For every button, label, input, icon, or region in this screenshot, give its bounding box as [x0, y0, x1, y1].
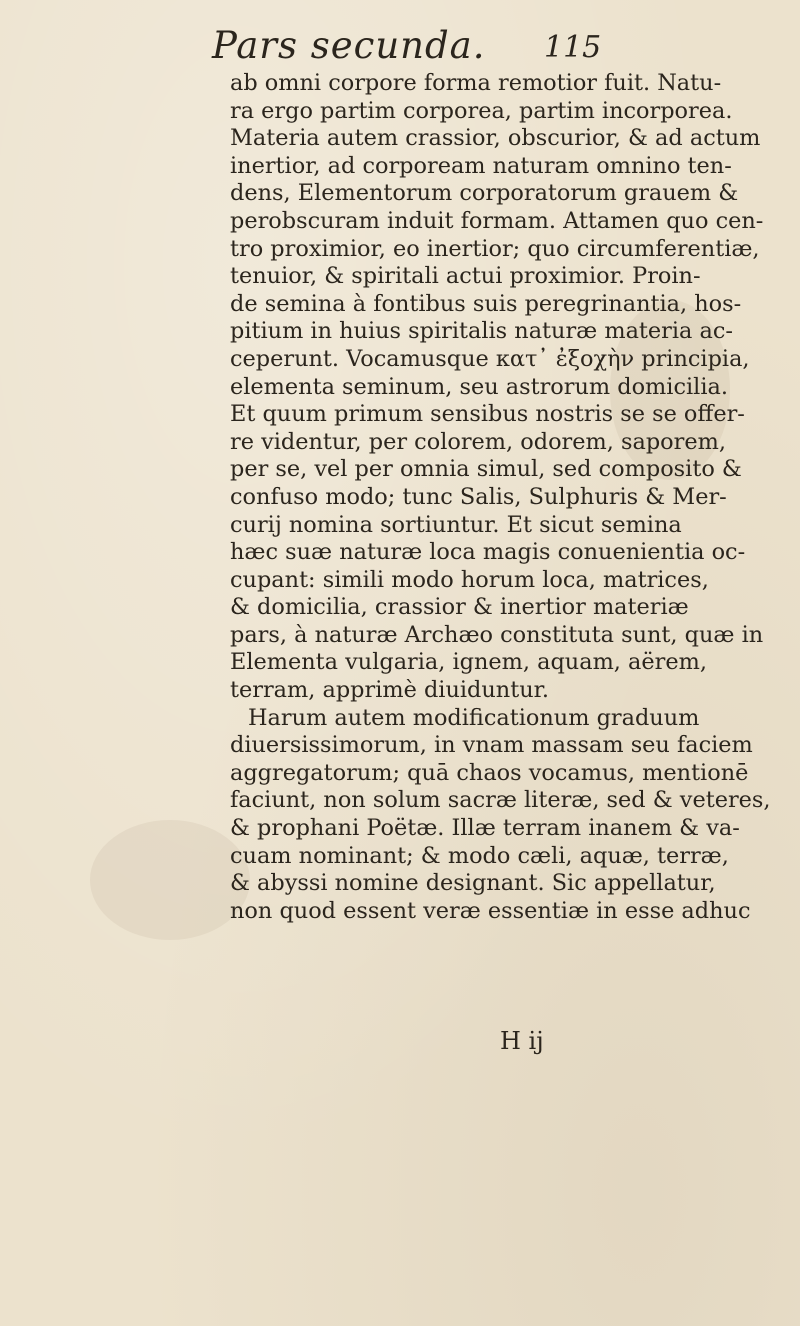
text-line: Harum autem modificationum graduum — [248, 704, 700, 731]
text-line: & abyssi nomine designant. Sic appellatur, — [230, 870, 716, 897]
text-line: confuso modo; tunc Salis, Sulphuris & Mer- — [230, 483, 727, 510]
text-line: & prophani Poëtæ. Illæ terram inanem & va- — [230, 815, 740, 842]
running-head — [0, 18, 800, 66]
text-line: pars, à naturæ Archæo constituta sunt, quæ in — [230, 621, 764, 648]
text-line: faciunt, non solum sacræ literæ, sed & veteres, — [230, 787, 771, 814]
signature-mark: H ij — [500, 1027, 544, 1055]
text-line: ra ergo partim corporea, partim incorporea. — [230, 97, 733, 124]
body-text — [230, 70, 771, 925]
text-line: dens, Elementorum corporatorum grauem & — [230, 180, 739, 207]
text-line: non quod essent veræ essentiæ in esse adhuc — [230, 897, 751, 924]
text-line: per se, vel per omnia simul, sed composito & — [230, 456, 742, 483]
text-line: pitium in huius spiritalis naturæ materia ac- — [230, 318, 733, 345]
paper-stain — [90, 820, 250, 940]
text-line: perobscuram induit formam. Attamen quo cen- — [230, 207, 764, 234]
text-line: tenuior, & spiritali actui proximior. Proin- — [230, 263, 701, 290]
text-line: de semina à fontibus suis peregrinantia, hos- — [230, 290, 742, 317]
text-line: diuersissimorum, in vnam massam seu faciem — [230, 732, 753, 759]
text-line: elementa seminum, seu astrorum domicilia. — [230, 373, 728, 400]
text-line: tro proximior, eo inertior; quo circumferentiæ, — [230, 235, 760, 262]
text-line: hæc suæ naturæ loca magis conuenientia oc- — [230, 539, 746, 566]
running-title: Pars secunda. — [212, 24, 486, 67]
page-number: 115 — [544, 30, 602, 65]
text-line: & domicilia, crassior & inertior materiæ — [230, 594, 689, 621]
text-line: Et quum primum sensibus nostris se se offer- — [230, 401, 745, 428]
text-line: Materia autem crassior, obscurior, & ad actum — [230, 125, 761, 152]
text-line: ab omni corpore forma remotior fuit. Natu- — [230, 70, 722, 96]
text-line: curij nomina sortiuntur. Et sicut semina — [230, 511, 682, 538]
text-line: re videntur, per colorem, odorem, saporem, — [230, 428, 726, 455]
text-line: cupant: simili modo horum loca, matrices, — [230, 566, 709, 593]
text-line: inertior, ad corpoream naturam omnino ten- — [230, 152, 732, 179]
page-footer — [0, 1025, 800, 1060]
text-line: terram, apprimè diuiduntur. — [230, 677, 549, 704]
text-line: aggregatorum; quā chaos vocamus, mentionē — [230, 759, 749, 786]
text-line: Elementa vulgaria, ignem, aquam, aërem, — [230, 649, 707, 676]
text-line: cuam nominant; & modo cæli, aquæ, terræ, — [230, 842, 729, 869]
text-line: ceperunt. Vocamusque κατ᾽ ἐξοχὴν principia, — [230, 345, 750, 372]
